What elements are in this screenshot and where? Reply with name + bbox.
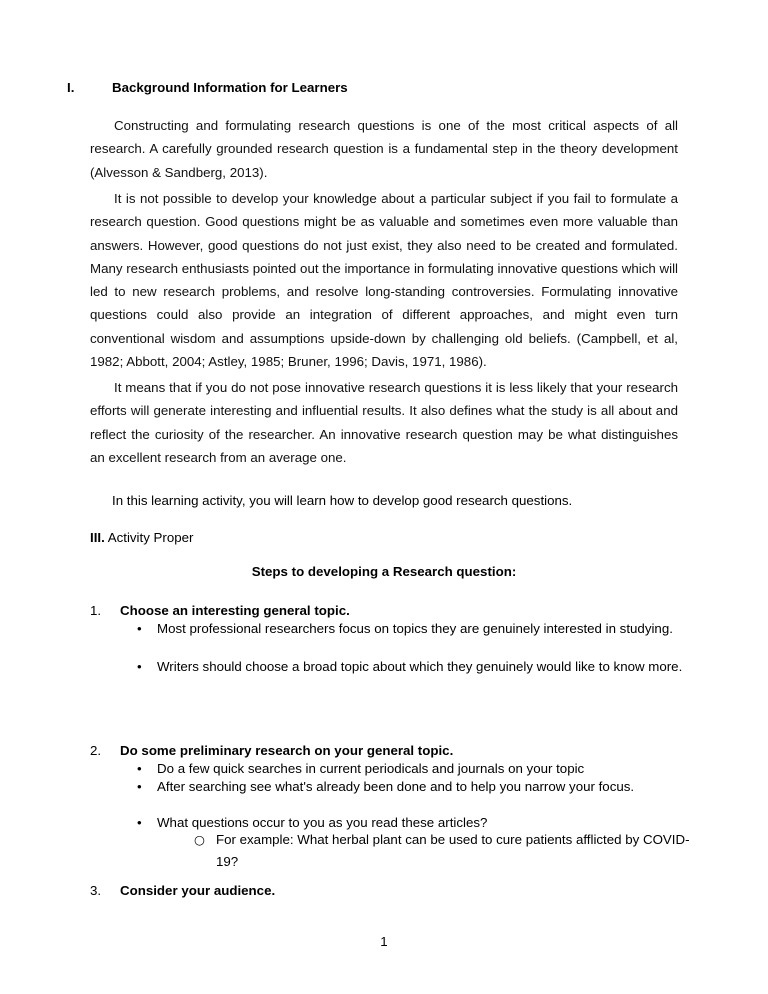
step-2-title: Do some preliminary research on your general topic.	[120, 743, 454, 758]
activity-section	[90, 526, 193, 549]
steps-heading: Steps to developing a Research question:	[251, 564, 517, 579]
bullet-marker: •	[137, 815, 142, 830]
step-1-bullet-2: Writers should choose a broad topic about which they genuinely would like to know more.	[157, 659, 683, 674]
bullet-marker: •	[137, 659, 142, 674]
hollow-circle-icon: ○	[194, 832, 205, 847]
bullet-marker: •	[137, 779, 142, 794]
paragraph-3: It means that if you do not pose innovative research questions it is less likely that your research efforts will generate interesting and influential results. It also defines what the study is all about and reflect the curiosity of the researcher. An innovative research question may be what distinguishes an excellent research from an average one.	[90, 380, 678, 465]
step-2-bullet-3: What questions occur to you as you read these articles?	[157, 815, 488, 830]
step-3-number: 3.	[90, 883, 102, 898]
activity-section-numeral: III.	[90, 530, 105, 545]
step-1-bullet-1: Most professional researchers focus on topics they are genuinely interested in studying.	[157, 621, 673, 636]
step-2-subbullet-1: For example: What herbal plant can be used to cure patients afflicted by COVID-19?	[216, 832, 690, 869]
step-2-bullet-1: Do a few quick searches in current periodicals and journals on your topic	[157, 761, 585, 776]
section-title: Background Information for Learners	[112, 80, 348, 95]
activity-section-title: Activity Proper	[104, 530, 194, 545]
step-1-title: Choose an interesting general topic.	[120, 603, 350, 618]
step-3-title: Consider your audience.	[120, 883, 276, 898]
bullet-marker: •	[137, 621, 142, 636]
section-numeral: I.	[67, 80, 75, 95]
paragraph-2: It is not possible to develop your knowledge about a particular subject if you fail to formulate a research question. Good questions might be as valuable and sometimes even more valuable than answers. However, good questions do not just exist, they also need to be created and formulated. Many research enthusiasts pointed out the importance in formulating innovative questions which will led to new research problems, and resolve long-standing controversies. Formulating innovative questions could also provide an integration of different approaches, and might even turn conventional wisdom and assumptions upside-down by challenging old beliefs. (Campbell, et al, 1982; Abbott, 2004; Astley, 1985; Bruner, 1996; Davis, 1971, 1986).	[90, 191, 678, 370]
step-2-bullet-2: After searching see what's already been done and to help you narrow your focus.	[157, 779, 635, 794]
activity-intro-line: In this learning activity, you will learn how to develop good research questions.	[112, 493, 573, 508]
paragraph-1: Constructing and formulating research questions is one of the most critical aspects of all research. A carefully grounded research question is a fundamental step in the theory development (Alvesson & Sandberg, 2013).	[90, 118, 678, 180]
step-2-number: 2.	[90, 743, 102, 758]
bullet-marker: •	[137, 761, 142, 776]
page-number: 1	[380, 934, 388, 949]
step-1-number: 1.	[90, 603, 102, 618]
